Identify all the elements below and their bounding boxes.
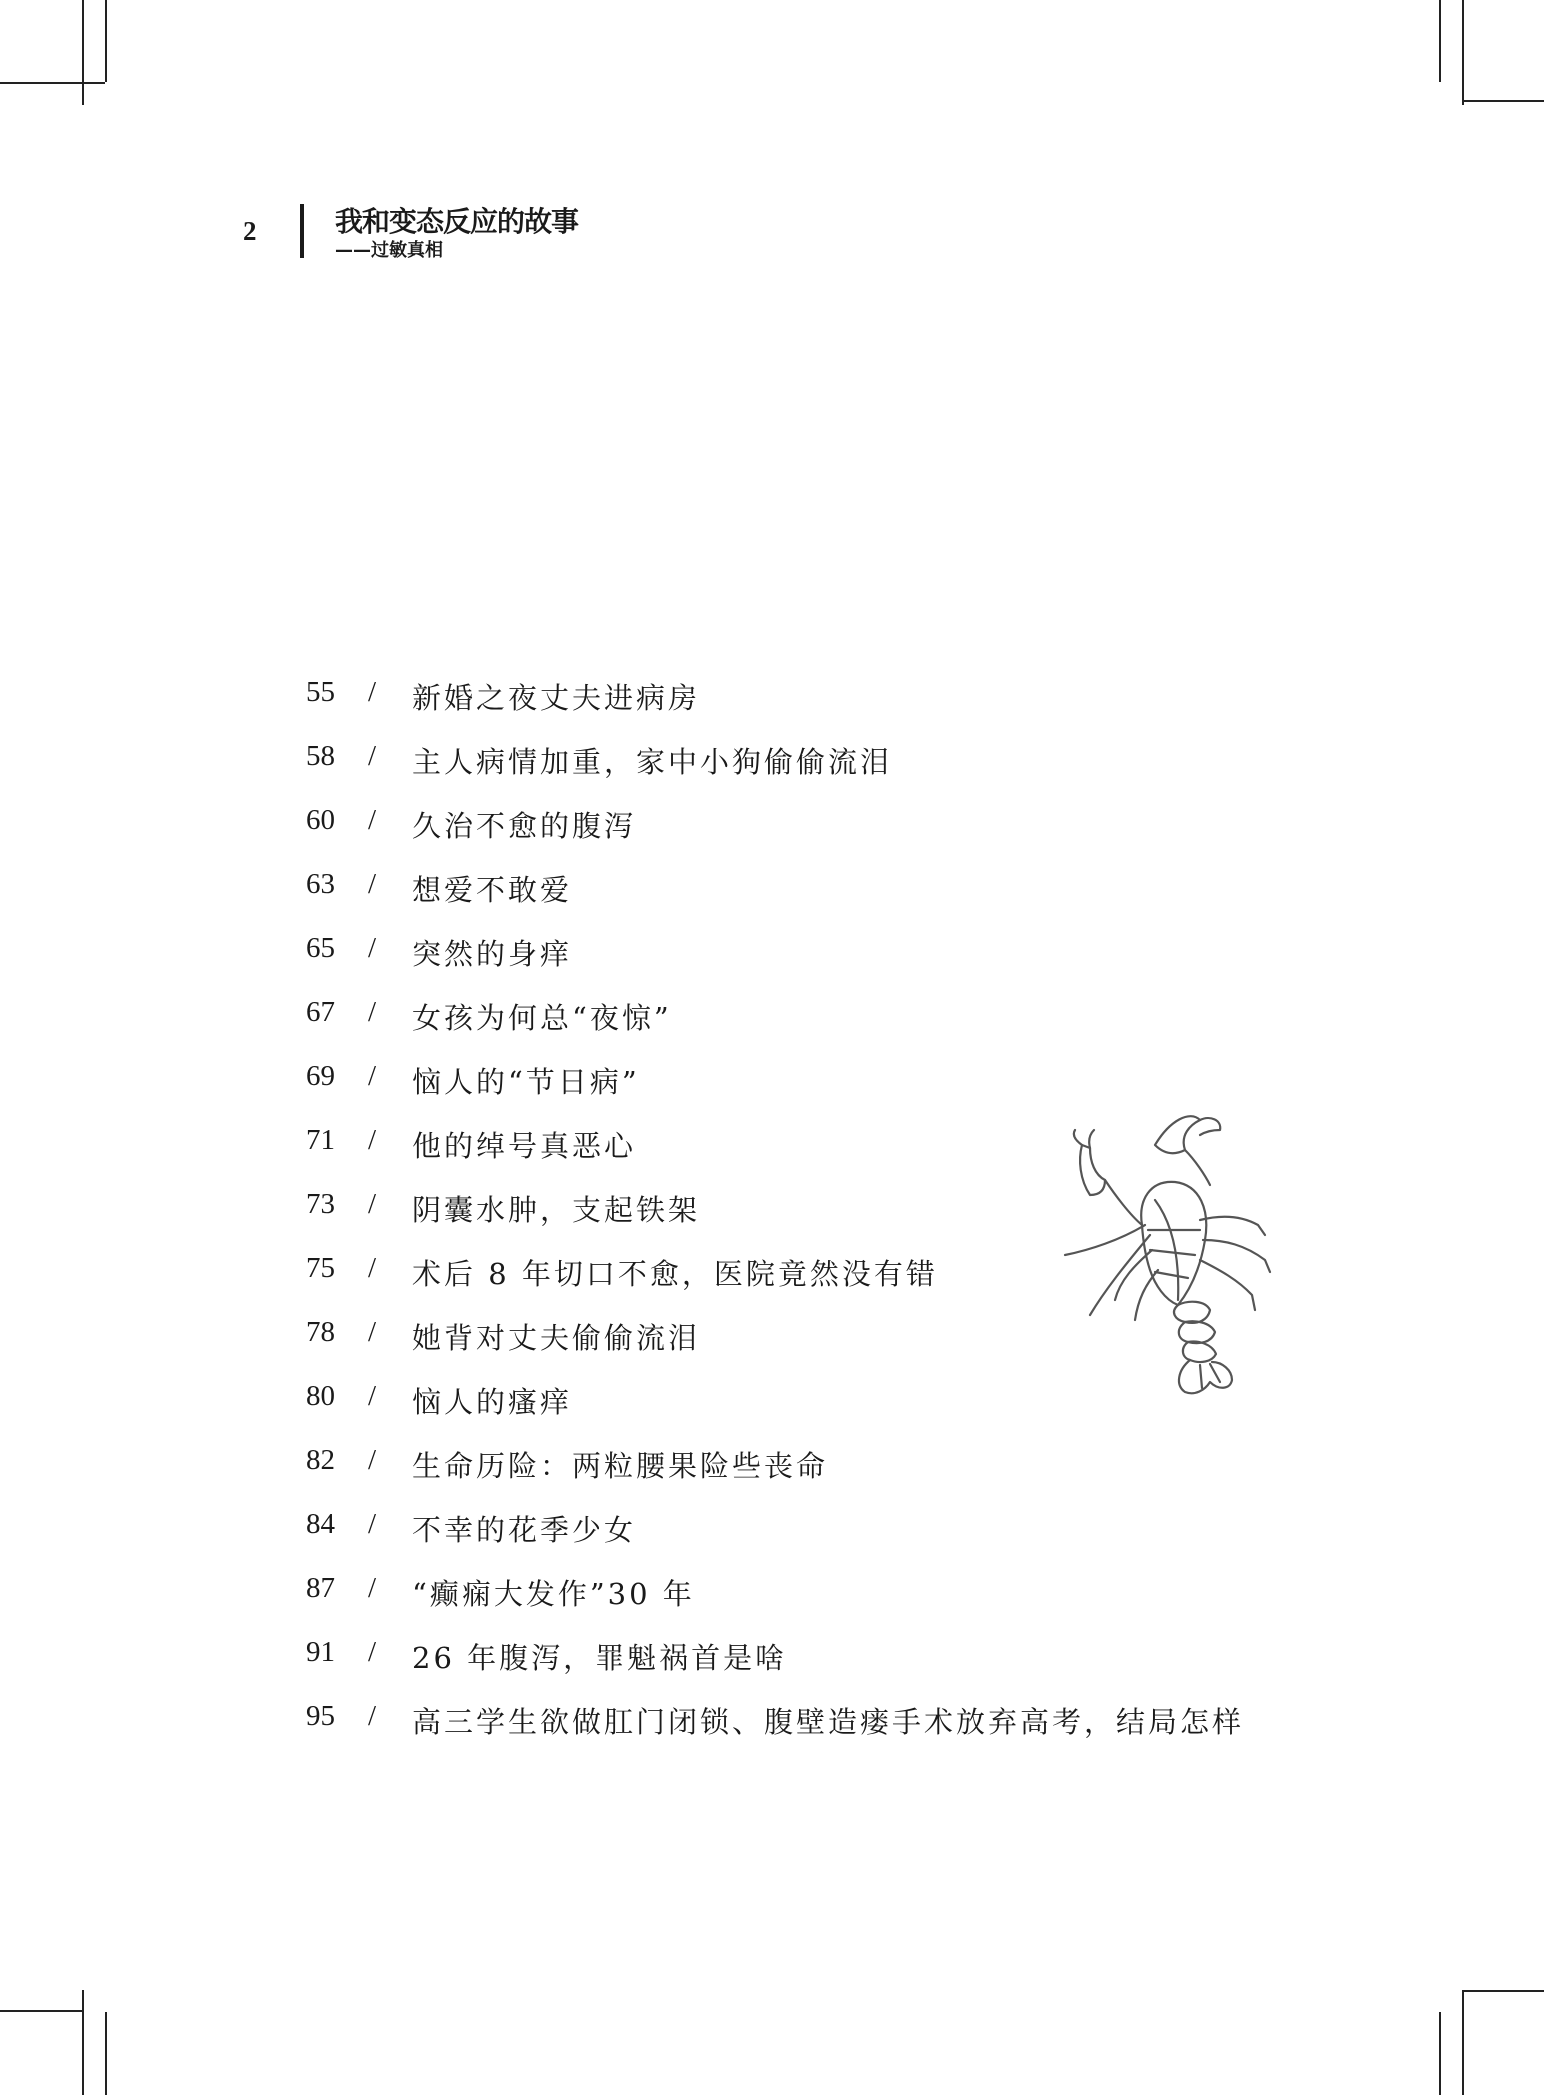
toc-title: 恼人的“节日病” <box>412 1065 640 1099</box>
toc-entry <box>306 996 1306 1060</box>
toc-title: 他的绰号真恶心 <box>412 1129 637 1163</box>
toc-separator: / <box>368 1508 377 1540</box>
toc-separator: / <box>368 1316 377 1348</box>
toc-entry <box>306 1700 1306 1764</box>
toc-page-number: 58 <box>306 740 335 772</box>
toc-page-number: 71 <box>306 1124 335 1156</box>
toc-separator: / <box>368 1700 377 1732</box>
toc-entry <box>306 868 1306 932</box>
toc-page-number: 63 <box>306 868 335 900</box>
toc-separator: / <box>368 1380 377 1412</box>
toc-page-number: 82 <box>306 1444 335 1476</box>
toc-title: 26 年腹泻，罪魁祸首是啥 <box>412 1641 788 1675</box>
toc-title: 突然的身痒 <box>412 937 573 971</box>
toc-separator: / <box>368 1124 377 1156</box>
toc-title: 术后 8 年切口不愈，医院竟然没有错 <box>412 1257 938 1291</box>
toc-page-number: 87 <box>306 1572 335 1604</box>
toc-page-number: 80 <box>306 1380 335 1412</box>
toc-page-number: 95 <box>306 1700 335 1732</box>
toc-separator: / <box>368 1572 377 1604</box>
toc-page-number: 67 <box>306 996 335 1028</box>
lobster-icon <box>1060 1100 1310 1400</box>
toc-separator: / <box>368 1188 377 1220</box>
toc-title: 久治不愈的腹泻 <box>412 809 637 843</box>
toc-title: 恼人的瘙痒 <box>412 1385 573 1419</box>
toc-entry <box>306 676 1306 740</box>
toc-page-number: 73 <box>306 1188 335 1220</box>
toc-title: 不幸的花季少女 <box>412 1513 637 1547</box>
book-title: 我和变态反应的故事 <box>335 205 579 238</box>
toc-title: 新婚之夜丈夫进病房 <box>412 681 701 715</box>
toc-title: 阴囊水肿，支起铁架 <box>412 1193 701 1227</box>
toc-separator: / <box>368 996 377 1028</box>
toc-entry <box>306 932 1306 996</box>
toc-entry <box>306 1636 1306 1700</box>
toc-title: 想爱不敢爱 <box>412 873 573 907</box>
toc-entry <box>306 1572 1306 1636</box>
toc-page-number: 60 <box>306 804 335 836</box>
toc-entry <box>306 1444 1306 1508</box>
toc-page-number: 91 <box>306 1636 335 1668</box>
toc-separator: / <box>368 1252 377 1284</box>
toc-page-number: 75 <box>306 1252 335 1284</box>
toc-title: 她背对丈夫偷偷流泪 <box>412 1321 701 1355</box>
book-subtitle: ——过敏真相 <box>335 240 443 261</box>
toc-separator: / <box>368 676 377 708</box>
toc-entry <box>306 804 1306 868</box>
toc-title: 主人病情加重，家中小狗偷偷流泪 <box>412 745 893 779</box>
toc-entry <box>306 1508 1306 1572</box>
toc-separator: / <box>368 740 377 772</box>
page-number: 2 <box>243 216 257 246</box>
toc-page-number: 78 <box>306 1316 335 1348</box>
toc-separator: / <box>368 804 377 836</box>
toc-title: 女孩为何总“夜惊” <box>412 1001 672 1035</box>
toc-page-number: 65 <box>306 932 335 964</box>
toc-page-number: 55 <box>306 676 335 708</box>
toc-separator: / <box>368 868 377 900</box>
toc-separator: / <box>368 1060 377 1092</box>
toc-page-number: 69 <box>306 1060 335 1092</box>
toc-separator: / <box>368 1444 377 1476</box>
toc-separator: / <box>368 1636 377 1668</box>
toc-entry <box>306 740 1306 804</box>
header-divider <box>300 204 304 258</box>
toc-title: “癫痫大发作”30 年 <box>412 1577 695 1611</box>
toc-page-number: 84 <box>306 1508 335 1540</box>
toc-title: 高三学生欲做肛门闭锁、腹壁造瘘手术放弃高考，结局怎样 <box>412 1705 1245 1739</box>
toc-separator: / <box>368 932 377 964</box>
toc-title: 生命历险：两粒腰果险些丧命 <box>412 1449 829 1483</box>
